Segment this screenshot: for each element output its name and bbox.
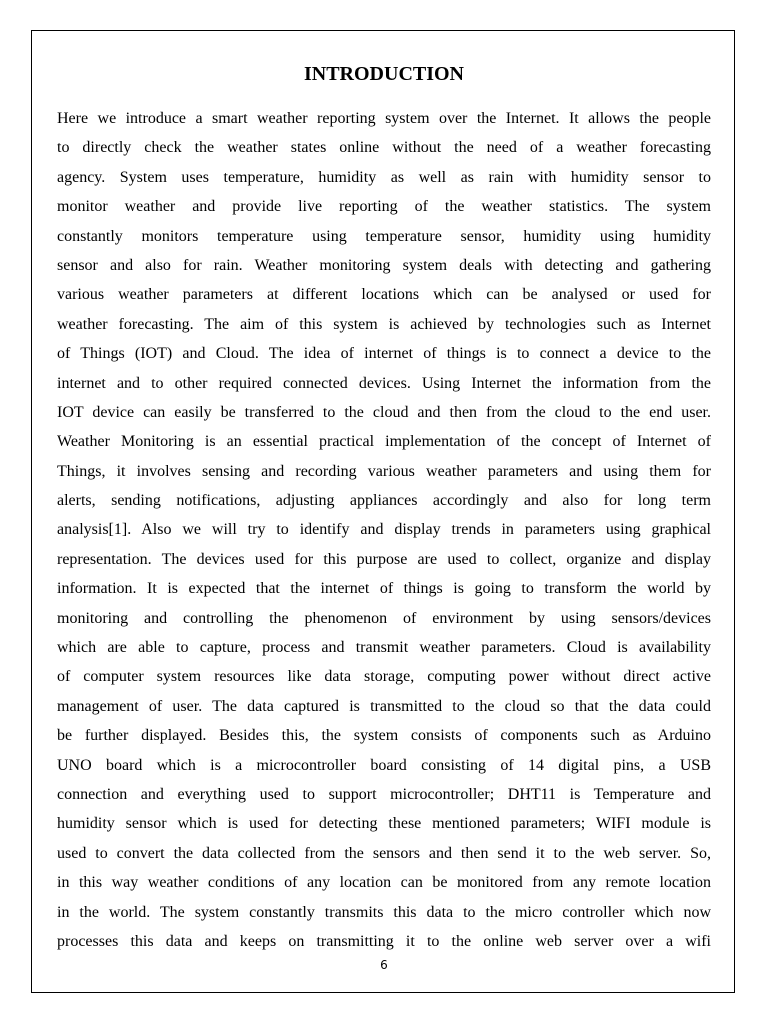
text-line: information. It is expected that the internet of things is going to transform the world by bbox=[57, 580, 711, 598]
text-line: various weather parameters at different locations which can be analysed or used for bbox=[57, 286, 711, 304]
text-line: Things, it involves sensing and recording various weather parameters and using them for bbox=[57, 462, 711, 480]
text-line: UNO board which is a microcontroller board consisting of 14 digital pins, a USB bbox=[57, 756, 711, 774]
text-line: alerts, sending notifications, adjusting appliances accordingly and also for long term bbox=[57, 492, 711, 510]
text-line: constantly monitors temperature using temperature sensor, humidity using humidity bbox=[57, 227, 711, 245]
text-line: connection and everything used to support microcontroller; DHT11 is Temperature and bbox=[57, 785, 711, 803]
page-title: INTRODUCTION bbox=[303, 63, 465, 85]
text-line: management of user. The data captured is transmitted to the cloud so that the data could bbox=[57, 697, 711, 715]
text-line: processes this data and keeps on transmitting it to the online web server over a wifi bbox=[57, 932, 711, 950]
text-line: monitor weather and provide live reporting of the weather statistics. The system bbox=[57, 198, 711, 216]
text-line: IOT device can easily be transferred to the cloud and then from the cloud to the end user. bbox=[57, 403, 711, 421]
text-line: humidity sensor which is used for detecting these mentioned parameters; WIFI module is bbox=[57, 815, 711, 833]
text-line: analysis[1]. Also we will try to identify and display trends in parameters using graphical bbox=[57, 521, 711, 539]
text-line: to directly check the weather states online without the need of a weather forecasting bbox=[57, 139, 711, 157]
text-line: in the world. The system constantly transmits this data to the micro controller which now bbox=[57, 903, 711, 921]
text-line: of computer system resources like data storage, computing power without direct active bbox=[57, 668, 711, 686]
text-line: weather forecasting. The aim of this system is achieved by technologies such as Internet bbox=[57, 315, 711, 333]
text-line: used to convert the data collected from the sensors and then send it to the web server. So, bbox=[57, 844, 711, 862]
text-line: in this way weather conditions of any location can be monitored from any remote location bbox=[57, 874, 711, 892]
text-line: internet and to other required connected devices. Using Internet the information from the bbox=[57, 374, 711, 392]
text-line: monitoring and controlling the phenomenon of environment by using sensors/devices bbox=[57, 609, 711, 627]
text-line: agency. System uses temperature, humidity as well as rain with humidity sensor to bbox=[57, 168, 711, 186]
text-line: Weather Monitoring is an essential practical implementation of the concept of Internet of bbox=[57, 433, 711, 451]
text-line: which are able to capture, process and transmit weather parameters. Cloud is availability bbox=[57, 639, 711, 657]
text-line: Here we introduce a smart weather reporting system over the Internet. It allows the people bbox=[57, 110, 711, 127]
body-paragraph bbox=[57, 104, 711, 956]
text-line: of Things (IOT) and Cloud. The idea of internet of things is to connect a device to the bbox=[57, 345, 711, 363]
text-line: representation. The devices used for this purpose are used to collect, organize and display bbox=[57, 550, 711, 568]
text-line: sensor and also for rain. Weather monitoring system deals with detecting and gathering bbox=[57, 256, 711, 274]
page-number: 6 bbox=[380, 958, 388, 972]
text-line: be further displayed. Besides this, the system consists of components such as Arduino bbox=[57, 727, 711, 745]
